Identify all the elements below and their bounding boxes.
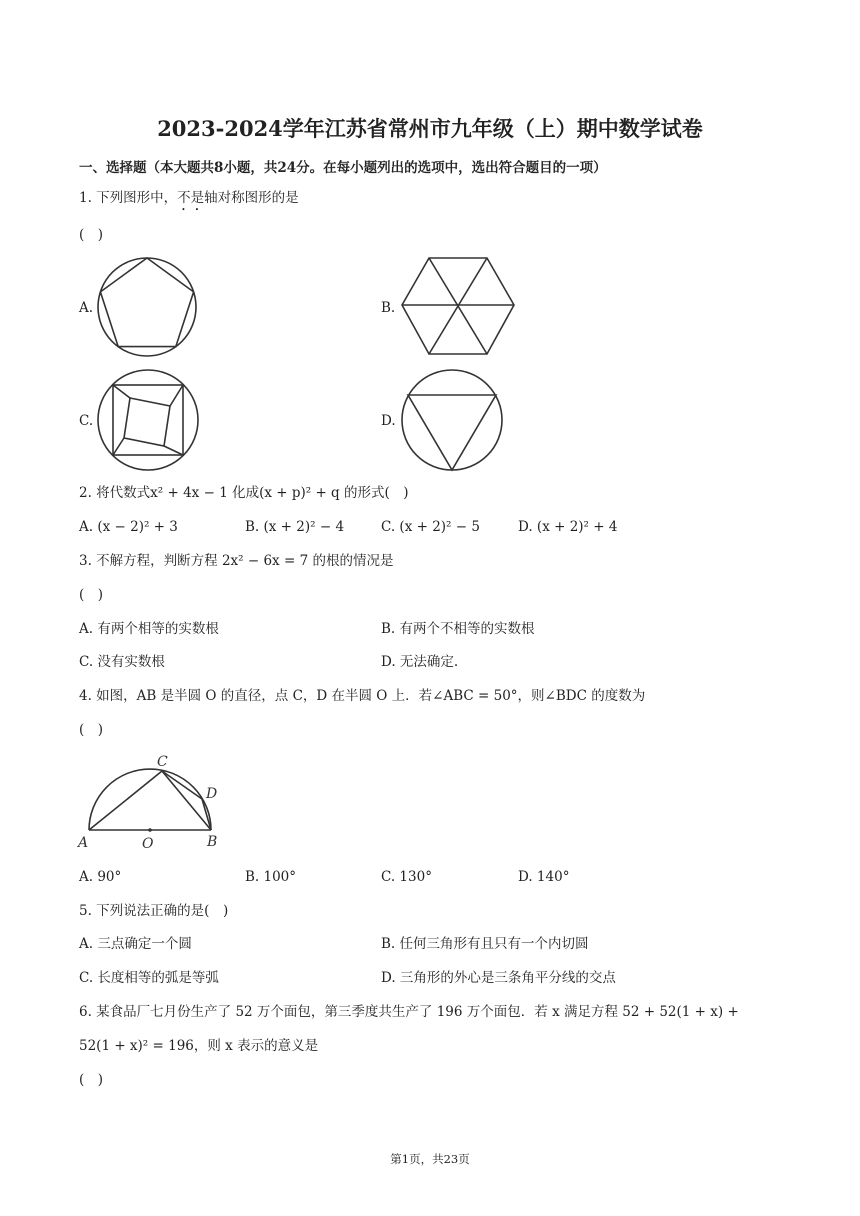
q1-option-b-label: B.: [381, 300, 396, 316]
q3-option-d: D. 无法确定.: [381, 654, 459, 670]
center-point-o: [148, 828, 152, 832]
q1-option-a-label: A.: [79, 300, 94, 316]
q4-stem: 4. 如图，AB 是半圆 O 的直径，点 C，D 在半圆 O 上．若∠ABC = 50°，则∠BDC 的度数为: [79, 688, 646, 704]
q1-figure-d-triangle-in-circle: [400, 368, 504, 472]
chord-ac: [89, 771, 162, 830]
q1-option-d-label: D.: [381, 413, 396, 429]
q3-option-c: C. 没有实数根: [79, 654, 165, 670]
q3-option-a: A. 有两个相等的实数根: [79, 621, 219, 637]
page-title: 2023-2024学年江苏省常州市九年级（上）期中数学试卷: [157, 116, 703, 141]
label-d: D: [206, 786, 218, 802]
q4-figure-semicircle: [78, 752, 238, 852]
q6-stem-line2: 52(1 + x)² = 196，则 x 表示的意义是: [79, 1038, 319, 1054]
q5-option-c: C. 长度相等的弧是等弧: [79, 970, 219, 986]
q2-option-b: B. (x + 2)² − 4: [245, 519, 345, 535]
section-heading: 一、选择题（本大题共8小题，共24分。在每小题列出的选项中，选出符合题目的一项）: [79, 160, 607, 176]
page-footer: 第1页，共23页: [390, 1152, 470, 1166]
q1-stem-emphasis: 不是: [177, 190, 205, 206]
q3-answer-paren: ( ): [79, 587, 104, 603]
q1-answer-paren: ( ): [79, 227, 104, 243]
q4-option-d: D. 140°: [518, 869, 570, 885]
q5-option-b: B. 任何三角形有且只有一个内切圆: [381, 936, 589, 952]
label-b: B: [207, 834, 218, 850]
q5-option-a: A. 三点确定一个圆: [79, 936, 192, 952]
q5-option-d: D. 三角形的外心是三条角平分线的交点: [381, 970, 616, 986]
q1-option-c-label: C.: [79, 413, 94, 429]
label-a: A: [78, 835, 89, 851]
q1-figure-b-hexagon: [400, 256, 516, 358]
q6-stem-line1: 6. 某食品厂七月份生产了 52 万个面包，第三季度共生产了 196 万个面包．若 x 满足方程 52 + 52(1 + x) +: [79, 1004, 739, 1020]
q4-option-a: A. 90°: [79, 869, 122, 885]
q3-option-b: B. 有两个不相等的实数根: [381, 621, 535, 637]
q1-stem-post: 轴对称图形的是: [204, 190, 299, 206]
label-c: C: [157, 754, 168, 770]
q3-stem: 3. 不解方程，判断方程 2x² − 6x = 7 的根的情况是: [79, 553, 394, 569]
q1-stem: [79, 189, 299, 214]
q5-stem: 5. 下列说法正确的是( ): [79, 903, 229, 919]
q2-option-d: D. (x + 2)² + 4: [518, 519, 618, 535]
q1-figure-c-squares-in-circle: [96, 368, 200, 472]
q2-option-c: C. (x + 2)² − 5: [381, 519, 480, 535]
q1-figure-a-pentagon-in-circle: [95, 255, 199, 359]
q4-option-c: C. 130°: [381, 869, 432, 885]
q2-option-a: A. (x − 2)² + 3: [79, 519, 178, 535]
q1-stem-pre: 1. 下列图形中，: [79, 190, 178, 206]
q4-answer-paren: ( ): [79, 722, 104, 738]
q6-answer-paren: ( ): [79, 1072, 104, 1088]
label-o: O: [142, 836, 154, 852]
q4-option-b: B. 100°: [245, 869, 297, 885]
q2-stem: 2. 将代数式x² + 4x − 1 化成(x + p)² + q 的形式( ): [79, 485, 409, 501]
